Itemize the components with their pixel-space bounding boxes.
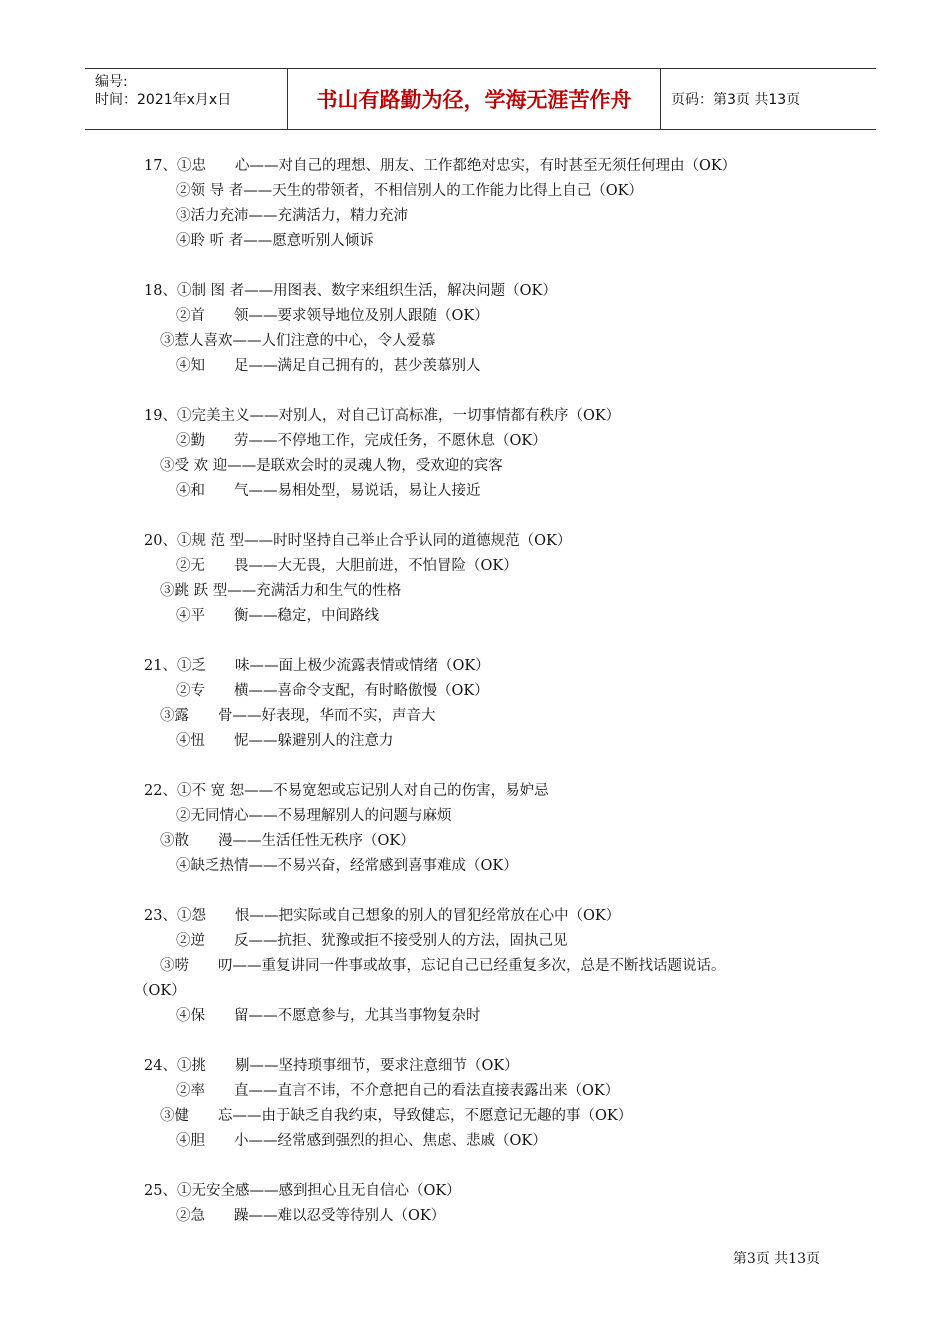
option-line: ②无同情心——不易理解别人的问题与麻烦: [176, 808, 452, 824]
option-line: ③跳 跃 型——充满活力和生气的性格: [160, 583, 402, 599]
option-line: ④忸 怩——躲避别人的注意力: [176, 733, 394, 749]
question-23: [134, 904, 838, 1029]
option-line: ③受 欢 迎——是联欢会时的灵魂人物，受欢迎的宾客: [160, 458, 503, 474]
header-motto: 书山有路勤为径，学海无涯苦作舟: [288, 69, 661, 129]
option-line: ④平 衡——稳定，中间路线: [176, 608, 379, 624]
option-line: ③散 漫——生活任性无秩序（OK）: [160, 833, 415, 849]
option-line: 24、①挑 剔——坚持琐事细节，要求注意细节（OK）: [144, 1058, 519, 1074]
question-22: [138, 779, 838, 879]
question-18: [138, 279, 838, 379]
option-line: ④聆 听 者——愿意听别人倾诉: [176, 233, 374, 249]
option-line: 23、①怨 恨——把实际或自己想象的别人的冒犯经常放在心中（OK）: [144, 908, 621, 924]
question-21: [138, 654, 838, 754]
number-label: 编号:: [95, 74, 128, 90]
option-line: ③惹人喜欢——人们注意的中心，令人爱慕: [160, 333, 436, 349]
page-footer: 第3页 共13页: [732, 1251, 820, 1267]
header-meta: [85, 69, 288, 129]
option-line: ④和 气——易相处型，易说话，易让人接近: [176, 483, 481, 499]
option-line: 20、①规 范 型——时时坚持自己举止合乎认同的道德规范（OK）: [144, 533, 572, 549]
option-line: ②专 横——喜命令支配，有时略傲慢（OK）: [176, 683, 489, 699]
header-page-info: 页码：第3页 共13页: [671, 92, 801, 108]
option-line: ②率 直——直言不讳，不介意把自己的看法直接表露出来（OK）: [176, 1083, 620, 1099]
option-line: ③露 骨——好表现，华而不实，声音大: [160, 708, 436, 724]
option-line: 19、①完美主义——对别人，对自己订高标准，一切事情都有秩序（OK）: [144, 408, 621, 424]
option-line: 22、①不 宽 恕——不易宽恕或忘记别人对自己的伤害，易妒忌: [144, 783, 549, 799]
option-line: ②勤 劳——不停地工作，完成任务，不愿休息（OK）: [176, 433, 547, 449]
question-17: [138, 154, 838, 254]
option-line: ③唠 叨——重复讲同一件事或故事，忘记自己已经重复多次，总是不断找话题说话。: [160, 958, 726, 974]
option-line: ④知 足——满足自己拥有的，甚少羡慕别人: [176, 358, 481, 374]
option-line-continuation: （OK）: [134, 983, 186, 999]
option-line: ④保 留——不愿意参与，尤其当事物复杂时: [176, 1008, 481, 1024]
option-line: ②首 领——要求领导地位及别人跟随（OK）: [176, 308, 489, 324]
option-line: ④缺乏热情——不易兴奋，经常感到喜事难成（OK）: [176, 858, 518, 874]
option-line: ③健 忘——由于缺乏自我约束，导致健忘，不愿意记无趣的事（OK）: [160, 1108, 633, 1124]
option-line: ③活力充沛——充满活力，精力充沛: [176, 208, 408, 224]
option-line: ②急 躁——难以忍受等待别人（OK）: [176, 1208, 446, 1224]
option-line: 21、①乏 味——面上极少流露表情或情绪（OK）: [144, 658, 490, 674]
question-24: [138, 1054, 838, 1154]
option-line: ②无 畏——大无畏，大胆前进，不怕冒险（OK）: [176, 558, 518, 574]
question-20: [138, 529, 838, 629]
document-body: [134, 154, 838, 1254]
option-line: 18、①制 图 者——用图表、数字来组织生活，解决问题（OK）: [144, 283, 557, 299]
option-line: ④胆 小——经常感到强烈的担心、焦虑、悲戚（OK）: [176, 1133, 547, 1149]
option-line: ②领 导 者——天生的带领者，不相信别人的工作能力比得上自己（OK）: [176, 183, 643, 199]
option-line: 25、①无安全感——感到担心且无自信心（OK）: [144, 1183, 461, 1199]
question-19: [138, 404, 838, 504]
question-25: [138, 1179, 838, 1229]
option-line: 17、①忠 心——对自己的理想、朋友、工作都绝对忠实，有时甚至无须任何理由（OK）: [144, 158, 737, 174]
option-line: ②逆 反——抗拒、犹豫或拒不接受别人的方法，固执己见: [176, 933, 568, 949]
page-header: [85, 68, 876, 130]
time-label: 时间：2021年x月x日: [95, 92, 232, 108]
